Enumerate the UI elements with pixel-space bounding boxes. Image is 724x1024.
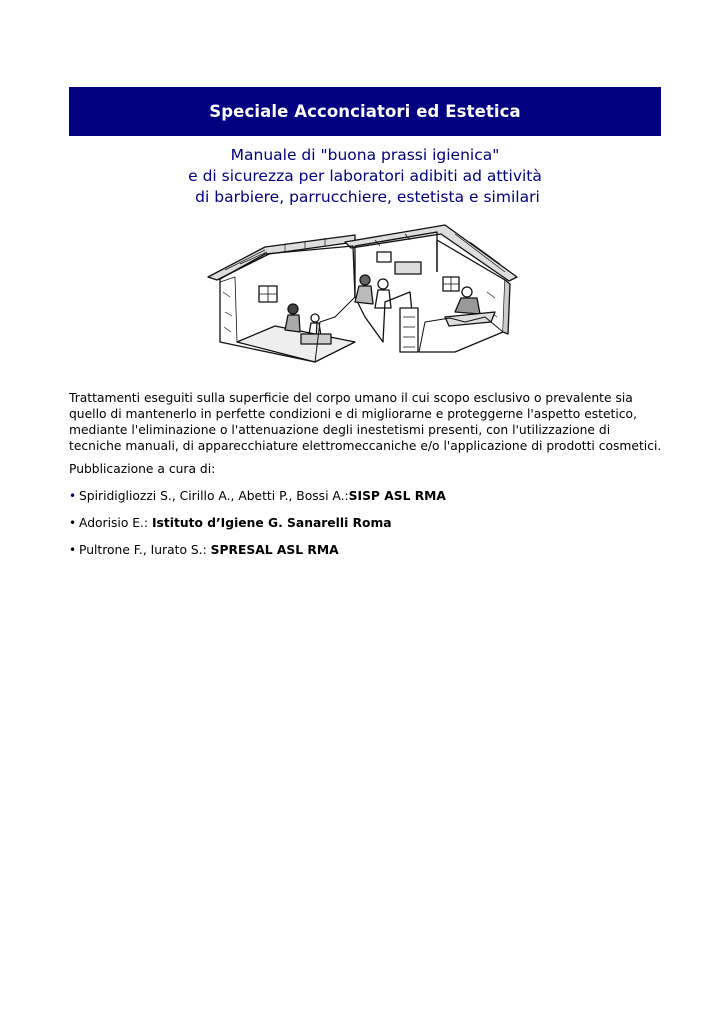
title-banner	[69, 87, 661, 136]
bullet-icon: •	[69, 543, 77, 557]
subtitle-line: Manuale di "buona prassi igienica"	[230, 146, 500, 164]
subtitle-line: di barbiere, parrucchiere, estetista e similari	[190, 188, 540, 206]
description-line: Trattamenti eseguiti sulla superficie del corpo umano il cui scopo esclusivo o prevalente sia	[69, 391, 633, 405]
subtitle-line: e di sicurezza per laboratori adibiti ad attività	[188, 167, 542, 185]
list-item	[69, 489, 446, 505]
bullet-icon: •	[69, 516, 77, 530]
description-line: mediante l'eliminazione o l'attenuazione degli inestetismi presenti, con l'utilizzazione di	[69, 423, 611, 437]
manual-subtitle	[69, 145, 661, 208]
publication-intro: Pubblicazione a cura di:	[69, 462, 216, 476]
author-names: Spiridigliozzi S., Cirillo A., Abetti P., Bossi A.:	[79, 489, 349, 503]
author-names: Adorisio E.:	[79, 516, 152, 530]
description-line: tecniche manuali, di apparecchiature elettromeccaniche e/o l'applicazione di prodotti cosmetici.	[69, 439, 662, 453]
author-names: Pultrone F., Iurato S.:	[79, 543, 211, 557]
list-item	[69, 516, 446, 532]
bullet-icon: •	[69, 489, 77, 503]
author-organization: SISP ASL RMA	[348, 489, 446, 503]
house-cutaway-illustration	[205, 222, 520, 370]
author-organization: Istituto d’Igiene G. Sanarelli Roma	[151, 516, 392, 530]
description-paragraph	[69, 390, 669, 454]
banner-title: Speciale Acconciatori ed Estetica	[209, 102, 521, 121]
list-item	[69, 543, 446, 559]
authors-list	[69, 489, 446, 570]
author-organization: SPRESAL ASL RMA	[210, 543, 339, 557]
description-line: quello di mantenerlo in perfette condizioni e di migliorarne e proteggerne l'aspetto estetico,	[69, 407, 637, 421]
